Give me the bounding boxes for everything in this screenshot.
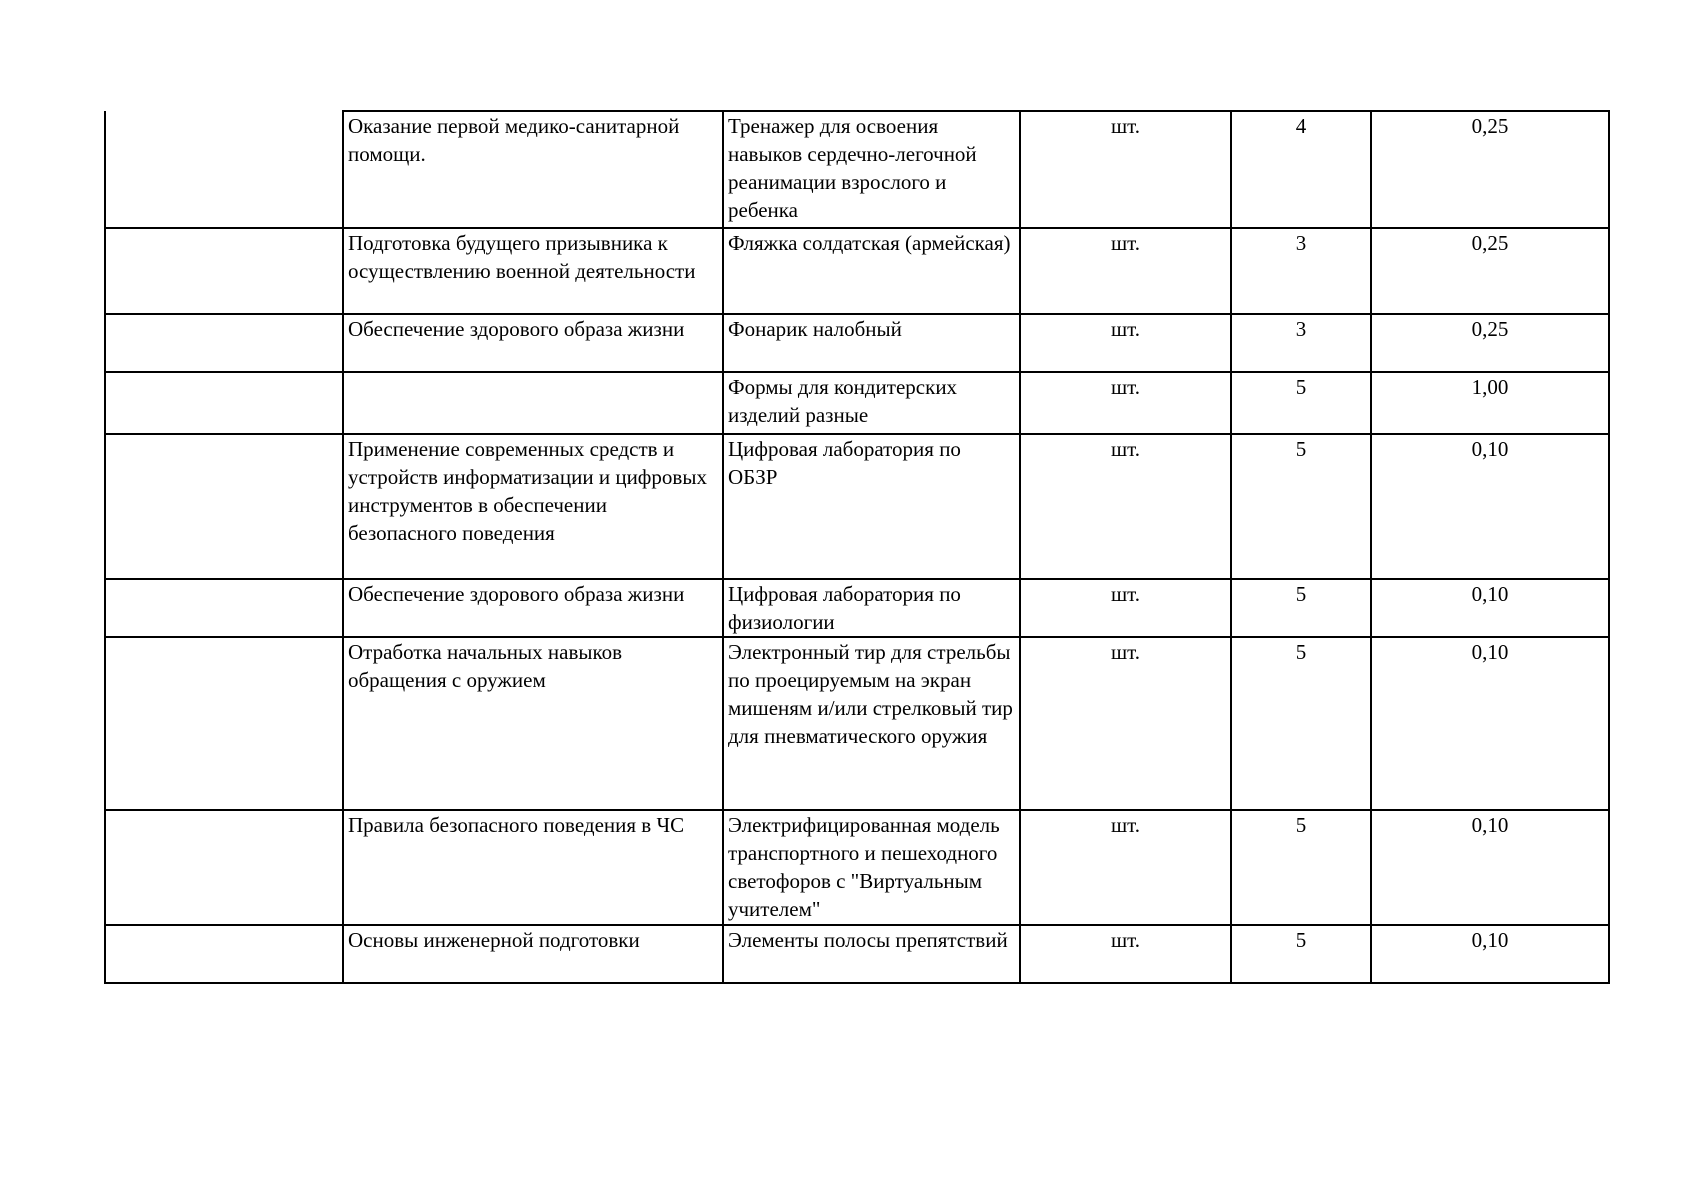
unit-cell	[1020, 111, 1231, 228]
item-cell	[723, 810, 1020, 925]
topic-text: Правила безопасного поведения в ЧС	[348, 813, 685, 837]
qty-text: 5	[1295, 640, 1307, 664]
table-row	[105, 810, 1609, 925]
topic-text: Подготовка будущего призывника к осуществлению военной деятельности	[348, 231, 696, 283]
empty-cell	[105, 637, 343, 810]
unit-text: шт.	[1110, 928, 1141, 952]
qty-text: 3	[1295, 231, 1307, 255]
table-row	[105, 111, 1609, 228]
unit-cell	[1020, 637, 1231, 810]
empty-cell	[105, 314, 343, 372]
topic-text: Применение современных средств и устройств информатизации и цифровых инструментов в обеспечении безопасного поведения	[348, 437, 707, 545]
empty-cell	[105, 372, 343, 434]
item-cell	[723, 314, 1020, 372]
unit-text: шт.	[1110, 114, 1141, 138]
coef-text: 0,10	[1471, 928, 1509, 952]
unit-text: шт.	[1110, 437, 1141, 461]
table-row	[105, 637, 1609, 810]
coef-text: 0,25	[1471, 114, 1509, 138]
empty-cell	[105, 111, 343, 228]
coef-cell	[1371, 111, 1609, 228]
topic-cell	[343, 579, 723, 637]
item-text: Фляжка солдатская (армейская)	[728, 231, 1011, 255]
item-cell	[723, 228, 1020, 314]
empty-cell	[105, 228, 343, 314]
qty-text: 3	[1295, 317, 1307, 341]
topic-text: Обеспечение здорового образа жизни	[348, 317, 685, 341]
item-cell	[723, 111, 1020, 228]
topic-cell	[343, 314, 723, 372]
empty-cell	[105, 579, 343, 637]
qty-text: 4	[1295, 114, 1307, 138]
coef-text: 0,10	[1471, 437, 1509, 461]
topic-text: Отработка начальных навыков обращения с оружием	[348, 640, 623, 692]
unit-text: шт.	[1110, 317, 1141, 341]
qty-cell	[1231, 434, 1371, 579]
unit-cell	[1020, 925, 1231, 983]
topic-cell	[343, 111, 723, 228]
unit-text: шт.	[1110, 231, 1141, 255]
coef-cell	[1371, 314, 1609, 372]
topic-text: Основы инженерной подготовки	[348, 928, 640, 952]
item-text: Электронный тир для стрельбы по проецируемым на экран мишеням и/или стрелковый тир для пневматического оружия	[728, 640, 1013, 748]
coef-cell	[1371, 434, 1609, 579]
coef-cell	[1371, 637, 1609, 810]
unit-text: шт.	[1110, 375, 1141, 399]
equipment-table	[104, 110, 1610, 984]
unit-cell	[1020, 228, 1231, 314]
item-text: Цифровая лаборатория по ОБЗР	[728, 437, 961, 489]
qty-cell	[1231, 579, 1371, 637]
qty-cell	[1231, 925, 1371, 983]
item-text: Цифровая лаборатория по физиологии	[728, 582, 961, 634]
table-row	[105, 314, 1609, 372]
unit-text: шт.	[1110, 813, 1141, 837]
coef-cell	[1371, 810, 1609, 925]
qty-text: 5	[1295, 437, 1307, 461]
item-text: Элементы полосы препятствий	[728, 928, 1008, 952]
item-text: Тренажер для освоения навыков сердечно-легочной реанимации взрослого и ребенка	[728, 114, 977, 222]
unit-cell	[1020, 810, 1231, 925]
unit-cell	[1020, 434, 1231, 579]
item-text: Фонарик налобный	[728, 317, 902, 341]
qty-cell	[1231, 111, 1371, 228]
topic-cell	[343, 810, 723, 925]
coef-cell	[1371, 925, 1609, 983]
coef-text: 0,25	[1471, 231, 1509, 255]
qty-cell	[1231, 228, 1371, 314]
table-row	[105, 925, 1609, 983]
coef-text: 1,00	[1471, 375, 1509, 399]
qty-text: 5	[1295, 582, 1307, 606]
item-cell	[723, 579, 1020, 637]
qty-text: 5	[1295, 375, 1307, 399]
topic-cell	[343, 228, 723, 314]
empty-cell	[105, 925, 343, 983]
unit-cell	[1020, 314, 1231, 372]
item-cell	[723, 637, 1020, 810]
qty-text: 5	[1295, 813, 1307, 837]
coef-text: 0,10	[1471, 582, 1509, 606]
coef-cell	[1371, 579, 1609, 637]
coef-text: 0,10	[1471, 813, 1509, 837]
coef-cell	[1371, 228, 1609, 314]
item-cell	[723, 925, 1020, 983]
item-cell	[723, 372, 1020, 434]
coef-text: 0,10	[1471, 640, 1509, 664]
item-text: Формы для кондитерских изделий разные	[728, 375, 958, 427]
empty-cell	[105, 810, 343, 925]
empty-cell	[105, 434, 343, 579]
topic-cell	[343, 434, 723, 579]
topic-cell	[343, 637, 723, 810]
item-text: Электрифицированная модель транспортного и пешеходного светофоров с "Виртуальным учителем"	[728, 813, 1000, 921]
unit-text: шт.	[1110, 640, 1141, 664]
item-cell	[723, 434, 1020, 579]
coef-text: 0,25	[1471, 317, 1509, 341]
qty-cell	[1231, 314, 1371, 372]
qty-cell	[1231, 810, 1371, 925]
qty-cell	[1231, 372, 1371, 434]
table-row	[105, 372, 1609, 434]
topic-cell	[343, 925, 723, 983]
table-row	[105, 434, 1609, 579]
topic-cell	[343, 372, 723, 434]
qty-cell	[1231, 637, 1371, 810]
qty-text: 5	[1295, 928, 1307, 952]
topic-text: Обеспечение здорового образа жизни	[348, 582, 685, 606]
table-row	[105, 579, 1609, 637]
unit-cell	[1020, 579, 1231, 637]
coef-cell	[1371, 372, 1609, 434]
unit-text: шт.	[1110, 582, 1141, 606]
topic-text: Оказание первой медико-санитарной помощи.	[348, 114, 680, 166]
table-row	[105, 228, 1609, 314]
unit-cell	[1020, 372, 1231, 434]
